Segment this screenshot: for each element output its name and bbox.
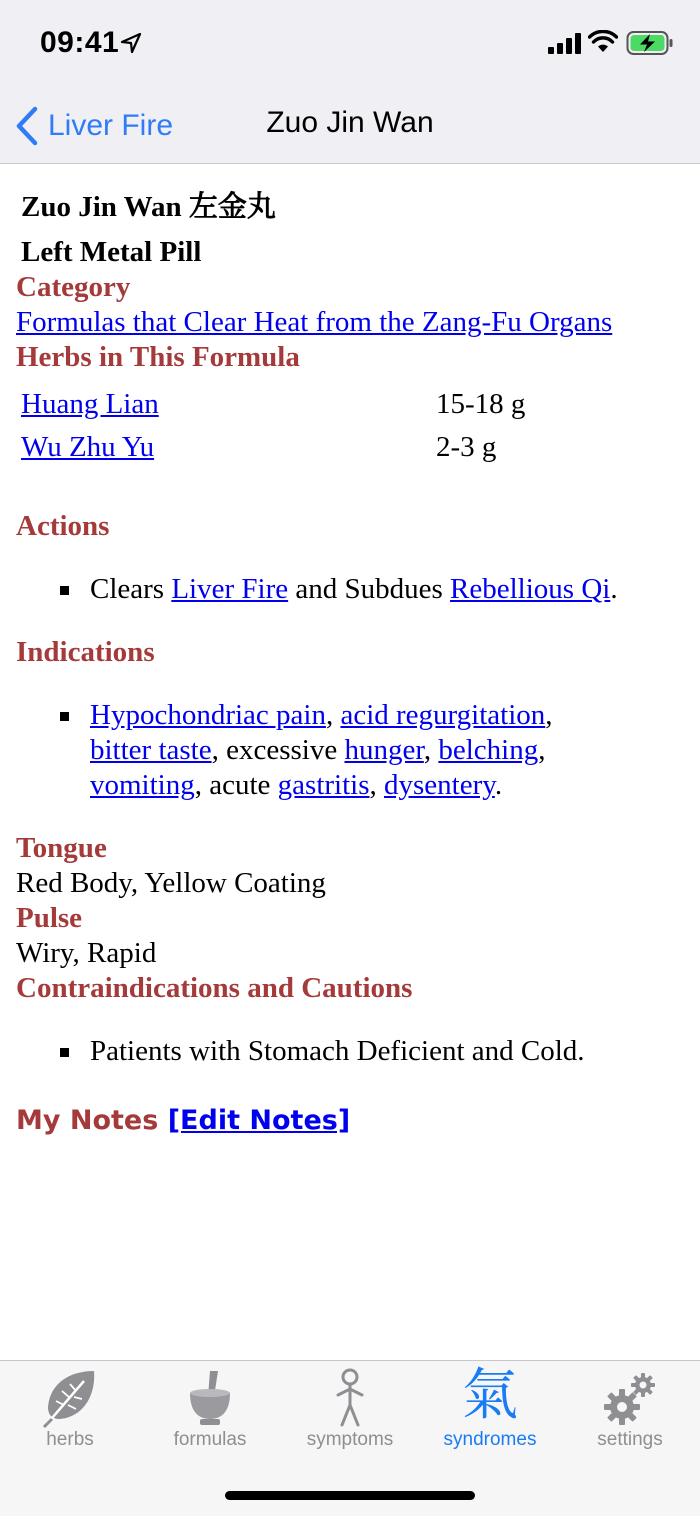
separator: , — [423, 734, 439, 766]
home-indicator — [225, 1491, 475, 1500]
herb-dose: 2-3 g — [436, 431, 497, 463]
mortar-pestle-icon — [180, 1367, 240, 1429]
category-heading: Category — [16, 271, 131, 303]
herb-link-wu-zhu-yu[interactable]: Wu Zhu Yu — [21, 431, 155, 463]
tab-herbs[interactable] — [0, 1361, 140, 1461]
link-bitter-taste[interactable]: bitter taste — [90, 734, 212, 766]
battery-charging-icon — [626, 30, 674, 56]
tab-symptoms[interactable] — [280, 1361, 420, 1461]
separator: , — [538, 734, 546, 766]
herbs-heading: Herbs in This Formula — [16, 341, 300, 373]
back-button-label: Liver Fire — [48, 109, 174, 142]
edit-notes-link[interactable]: [Edit Notes] — [167, 1105, 351, 1136]
table-row — [21, 426, 621, 469]
qi-character-icon: 氣 — [462, 1363, 518, 1428]
tongue-heading: Tongue — [16, 832, 107, 864]
action-text: and Subdues — [288, 573, 451, 605]
action-text: . — [610, 573, 618, 605]
tab-label: settings — [597, 1429, 663, 1450]
status-bar — [0, 0, 700, 88]
contraindications-heading: Contraindications and Cautions — [16, 972, 413, 1004]
formula-english-name: Left Metal Pill — [21, 236, 202, 268]
separator: , acute — [194, 769, 278, 801]
actions-heading: Actions — [16, 510, 110, 542]
indications-heading: Indications — [16, 636, 155, 668]
separator: , — [369, 769, 384, 801]
pulse-text: Wiry, Rapid — [16, 937, 157, 969]
top-bar — [0, 0, 700, 164]
link-acid-regurgitation[interactable]: acid regurgitation — [340, 699, 546, 731]
tab-label: syndromes — [443, 1429, 537, 1450]
list-item — [56, 698, 684, 803]
link-dysentery[interactable]: dysentery — [384, 769, 495, 801]
gears-icon — [600, 1367, 660, 1429]
separator: , excessive — [211, 734, 345, 766]
link-liver-fire[interactable]: Liver Fire — [171, 573, 289, 605]
actions-list — [56, 572, 684, 607]
tab-syndromes[interactable] — [420, 1361, 560, 1461]
list-item: Patients with Stomach Deficient and Cold. — [56, 1034, 684, 1069]
link-belching[interactable]: belching — [438, 734, 539, 766]
action-text: Clears — [90, 573, 172, 605]
link-rebellious-qi[interactable]: Rebellious Qi — [450, 573, 611, 605]
separator: , — [325, 699, 341, 731]
tab-label: herbs — [46, 1429, 94, 1450]
category-link[interactable]: Formulas that Clear Heat from the Zang-Fu Organs — [16, 306, 613, 338]
status-time: 09:41 — [40, 26, 120, 59]
location-arrow-icon — [120, 32, 142, 54]
page-title: Zuo Jin Wan — [266, 106, 434, 139]
herb-link-huang-lian[interactable]: Huang Lian — [21, 388, 159, 420]
separator: . — [494, 769, 503, 801]
tab-label: symptoms — [306, 1429, 394, 1450]
herbs-table — [21, 383, 621, 469]
formula-title: Zuo Jin Wan 左金丸 — [21, 191, 276, 223]
my-notes-heading: My Notes — [16, 1105, 159, 1136]
herb-dose: 15-18 g — [436, 388, 526, 420]
separator: , — [545, 699, 553, 731]
cellular-signal-icon — [548, 32, 582, 54]
tongue-text: Red Body, Yellow Coating — [16, 867, 326, 899]
navigation-bar — [0, 88, 700, 164]
indications-list — [56, 698, 684, 803]
my-notes-section — [16, 1103, 684, 1138]
link-hypochondriac-pain[interactable]: Hypochondriac pain — [90, 699, 326, 731]
link-hunger[interactable]: hunger — [344, 734, 424, 766]
link-vomiting[interactable]: vomiting — [90, 769, 195, 801]
tab-formulas[interactable] — [140, 1361, 280, 1461]
wifi-icon — [588, 30, 618, 54]
pulse-heading: Pulse — [16, 902, 83, 934]
tab-settings[interactable] — [560, 1361, 700, 1461]
tab-label: formulas — [173, 1429, 247, 1450]
contraindications-list — [56, 1034, 684, 1069]
table-row — [21, 383, 621, 426]
stick-figure-icon — [320, 1367, 380, 1429]
list-item — [56, 572, 684, 607]
formula-detail — [0, 165, 700, 1360]
leaf-icon — [40, 1367, 100, 1429]
link-gastritis[interactable]: gastritis — [277, 769, 370, 801]
